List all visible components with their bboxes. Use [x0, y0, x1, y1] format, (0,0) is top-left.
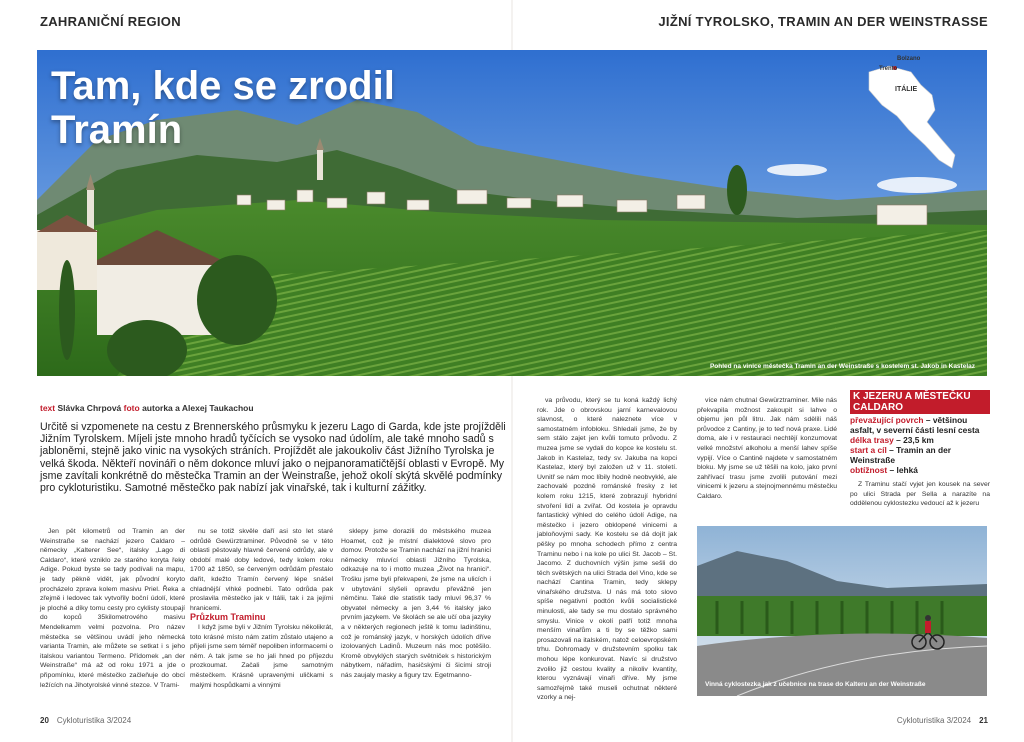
infobox-route-key: start a cíl — [850, 445, 887, 455]
intro-paragraph: Určitě si vzpomenete na cestu z Brennerského průsmyku k jezeru Lago di Garda, kde jste projížděli Jižním Tyrolskem. Míjeli jste mnoho hradů tyčících se vysoko nad údolím, ale také mnoho sadů s jabloněmi, stejně jako vinic na vysokých stráních. Projíždět ale jakoukoliv část Jižního Tyrolska je velká škoda. Někteří novináři o něm dokonce mluví jako o nejpanoramatičtější oblasti v Evropě. My jsme zavítali konkrétně do městečka Tramin an der Weinstraße, jehož okolí skýtá skvělé podmínky pro cykloturistiku. Samotné městečko pak nabízí jak vinařské, tak i kulturní zážitky. — [40, 421, 506, 495]
footer-left — [40, 716, 131, 725]
map-label-bolzano: Bolzano — [897, 56, 921, 62]
column-2-text-a: nu se totiž skvěle daří asi sto let staré odrůdě Gewürztraminer. Původně se v této oblasti pěstovaly hlavně červené odrůdy, ale v období malé doby ledové, tedy kolem roku 1700 až 1850, se červeným odrůdám přestalo dařit, kdežto Tramín červený lépe snášel chladnější vlhké podnebí. Tato odrůda pak proslavila městečko jak v Itálii, tak i za jejími hranicemi. — [190, 528, 333, 612]
hero-photo — [37, 50, 987, 376]
cycling-photo-caption: Vinná cyklostezka jak z učebnice na trase do Kalteru an der Weinstraße — [705, 681, 926, 688]
footer-right — [897, 716, 988, 725]
article-column-1 — [40, 527, 185, 690]
byline-text-label: text — [40, 403, 56, 413]
page-number-left: 20 — [40, 716, 49, 725]
article-column-4 — [537, 396, 677, 703]
infobox-surface-key: převažující povrch — [850, 415, 924, 425]
infobox-route — [850, 445, 990, 465]
column-1-text: Jen pět kilometrů od Tramin an der Weinstraße se nachází jezero Caldaro – německy „Kalterer See“, italsky „Lago di Caldaro“, které vzniklo ze starého koryta řeky Adige. Pokud byste se tady podívali na mapu, je tady pěkně vidět, jak původní koryto procházelo zprava kolem masivu Priel. Řeka a zřejmě i ledovec tak vytvořily boční údolí, které je ploché a díky tomu cesty pro cyklisty stoupají do kopců 35kilometrového masivu Mendelkamm velmi pozvolna. Pro název městečka se většinou uvádí jeho německá varianta Tramin, ale můžete se setkat i s jeho italskou variantou Termeno. Přídomek „an der Weinstraße“ má až od roku 1971 a jde o připomínku, které městečko začleňuje do obcí ležících na Jihotyrolské vinné stezce. V Trami- — [40, 528, 185, 689]
map-label-italy: ITÁLIE — [895, 86, 918, 93]
magazine-issue-right: Cykloturistika 3/2024 — [896, 716, 972, 725]
map-label-trento: Trento — [879, 66, 898, 72]
column-3-text: sklepy jsme dorazili do městského muzea Hoamet, což je místní dialektové slovo pro domov. Protože se Tramin nachází na jižní hranici německy mluvící oblasti Jižního Tyrolska, odkazuje na to i motto muzea „Život na hranici“. Trošku jsme byli překvapeni, že jsme na ulicích i v ubytování slyšeli opravdu převážně jen němčinu. Také dle statistik tady mluví 96,37 % obyvatel německy a jen 3,44 % italsky jako prvním jazykem. Ve školách se ale učí oba jazyky a v některých regionech ještě k tomu ladinštinu, což je románský jazyk, v horských údolích dříve izolovaných Ladinů. Muzeum nás moc potěšilo. Kromě obvyklých starých světniček s historickým nábytkem, nářadím, hasičskými či šicími stroji nás zaujaly masky a figury tzv. Egetmanno- — [341, 528, 491, 679]
article-column-3 — [341, 527, 491, 681]
column-2-text-b: I když jsme byli v Jižním Tyrolsku několikrát, toto krásné místo nám zatím zůstalo utajeno a přijeli jsme sem téměř nepoliben informacemi o něm. A tak jsme se ho jali hned po příjezdu prozkoumat. Začali jsme samotným městečkem. Krásně upravenými uličkami s malými hospůdkami a vinnými — [190, 623, 333, 689]
article-column-6 — [850, 480, 990, 509]
hero-caption: Pohled na vinice městečka Tramin an der Weinstraße s kostelem st. Jakob in Kastelaz — [709, 363, 975, 370]
page-number-right: 21 — [979, 716, 988, 725]
subheading-pruzkum: Průzkum Traminu — [190, 612, 266, 623]
magazine-issue-left: Cykloturistika 3/2024 — [56, 716, 132, 725]
infobox-difficulty-key: obtížnost — [850, 465, 888, 475]
column-5-text: více nám chutnal Gewürztraminer. Mile nás překvapila možnost zakoupit si lahve o objemu jen půl litru. Jak nám sdělili náš průvodce z Cantiny, je to teď nová praxe. Lidé doma, ale i v restauraci nechtějí konzumovat velké množství alkoholu a menší lahev spíše vypijí. Více o Cantině najdete v samostatném bloku. My jsme se už těšili na kolo, jako první zahřívací trasu jsme zvolili putování mezi vinicemi k jezeru a stejnojmennému městečku Caldaro. — [697, 397, 837, 500]
byline-author: Slávka Chrpová — [57, 403, 122, 413]
infobox-length-val: – 23,5 km — [896, 435, 934, 445]
section-header-left: ZAHRANIČNÍ REGION — [40, 14, 181, 29]
infobox-length-key: délka trasy — [850, 435, 894, 445]
infobox-length — [850, 435, 990, 445]
infobox-difficulty — [850, 465, 990, 475]
column-4-text: va průvodu, který se tu koná každý lichý rok. Jde o obrovskou jarní karnevalovou slavnost, o které naleznete více v samostatném infobloku. Shledali jsme, že by sem stálo zajet jen kvůli tomuto průvodu. Z muzea jsme se vydali do kopce ke kostelu st. Jakob in Kastelaz, tedy sv. Jakuba na kopci Kastelaz, který byl založen už v 11. století. Uvnitř se nám moc líbily hodně neobvyklé, ale zachovalé pozdně románské fresky z let kolem roku 1215, které zobrazují hybridní stvoření lidí a zvířat. Od kostela je opravdu fantastický výhled do celého údolí Adige, na městečko i jezero obklopené vinicemi a jabloňovými sady. Ke kostelu se dá dojít jak pěšky po mnoha schodech přímo z centra Traminu nebo i na kole po ulici St. Jacob – St. Jacomo. Z duchovních výšin jsme sešli do těch světských na ulici Strada del Vino, kde se nachází Cantina Tramin, tedy sklepy vinařského družstva. U nás má toto slovo spíše negativní podtón kvůli socialistické minulosti, ale tady se mu dostalo správného smyslu. Vinice v okolí patří totiž mnoha menším vinařům a ti by se těžko sami prosazovali na italském, natož celoevropském trhu. Dohromady v družstevním spolku tak mohou lépe konkurovat. Navíc si družstvo zvolilo již cestou kvality a nikoliv kvantity, kterou vyznávají vinaři dříve. My jsme samozřejmě také museli ochutnat některé vzorky a nej- — [537, 397, 677, 702]
section-header-right: JIŽNÍ TYROLSKO, TRAMIN AN DER WEINSTRASSE — [658, 14, 988, 29]
byline-photographers: autorka a Alexej Taukachou — [142, 403, 254, 413]
infobox-route-val: – Tramin an der Weinstraße — [850, 445, 952, 465]
article-column-5 — [697, 396, 837, 502]
byline — [40, 403, 254, 413]
article-title-line-1: Tam, kde se zrodil — [51, 64, 395, 108]
article-column-2 — [190, 527, 333, 690]
infobox-title: K JEZERU A MĚSTEČKU CALDARO — [850, 390, 990, 414]
byline-photo-label: foto — [123, 403, 140, 413]
article-title-line-2: Tramín — [51, 108, 183, 152]
cycle-path-illustration — [697, 526, 987, 696]
infobox-surface-val: – většinou asfalt, v severní části lesní cesta — [850, 415, 980, 435]
infobox-difficulty-val: – lehká — [889, 465, 918, 475]
cycling-photo — [697, 526, 987, 696]
infobox-surface — [850, 415, 990, 435]
column-6-text: Z Traminu stačí vyjet jen kousek na sever po ulici Strada per Sella a narazíte na oddělenou cyklostezku vedoucí až k jezeru — [850, 481, 990, 508]
route-infobox — [850, 390, 990, 475]
article-title — [51, 64, 395, 152]
